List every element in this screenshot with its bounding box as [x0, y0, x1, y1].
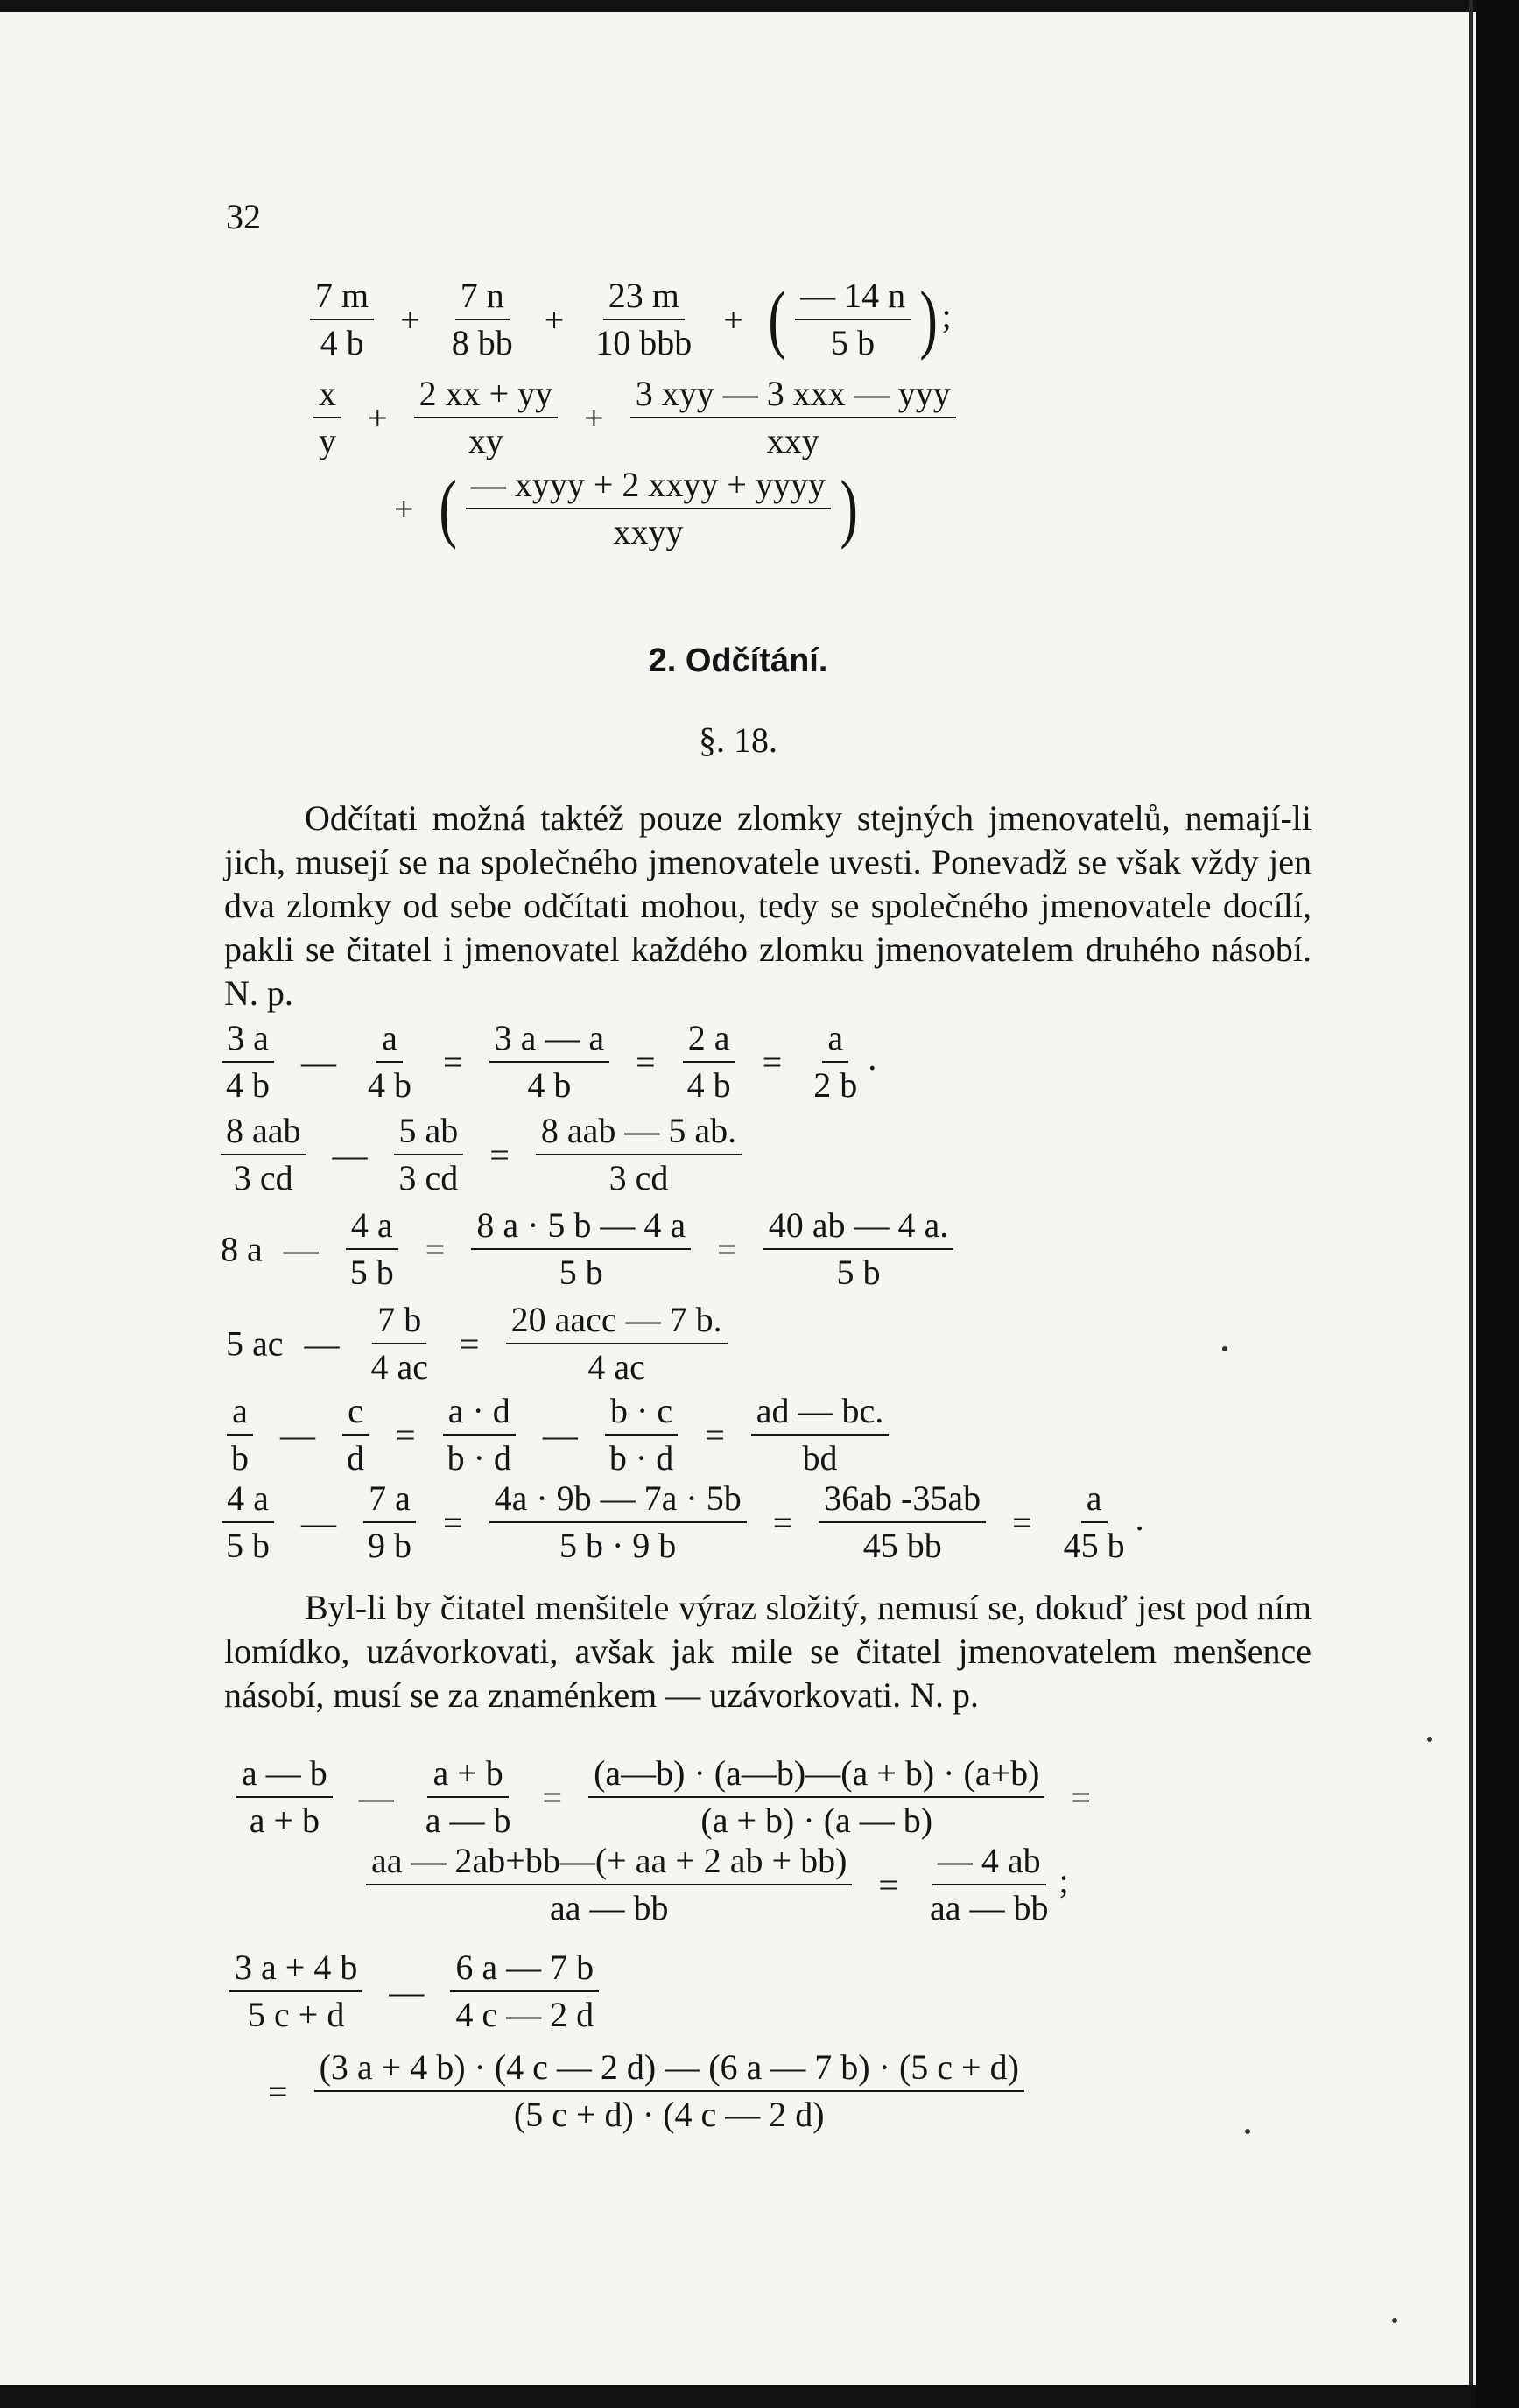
- fraction: $\frac{40 ab — 4 a.}{5 b}$: [763, 1206, 954, 1292]
- scan-speck: [1245, 2129, 1250, 2134]
- fraction: $\frac{— 4 ab}{aa — bb}$: [929, 1841, 1049, 1927]
- close-paren: ): [919, 277, 939, 362]
- fraction: $\frac{5 ab}{3 cd}$: [394, 1112, 464, 1197]
- minus-sign: —: [280, 1415, 315, 1455]
- fraction: $\frac{b \cdot c}{b \cdot d}$: [604, 1392, 679, 1478]
- equals-sign: =: [717, 1229, 737, 1269]
- fraction: $\frac{— 14 n}{5 b}$: [795, 277, 911, 362]
- paragraph-intro: [224, 797, 1312, 1015]
- fraction: 3 xyy — 3 xxx — yyy xxy: [630, 375, 956, 460]
- plus-sign: +: [723, 299, 743, 340]
- scan-speck: [1392, 2318, 1397, 2323]
- equals-sign: =: [636, 1042, 656, 1082]
- example-compound-2: [361, 1842, 1069, 1927]
- example-subtraction-4: [226, 1301, 733, 1387]
- fraction: $\frac{3 a — a}{4 b}$: [489, 1019, 610, 1105]
- example-row-3: [382, 466, 861, 551]
- equals-sign: =: [460, 1323, 480, 1364]
- semicolon: ;: [941, 296, 952, 336]
- fraction: $\frac{4 a}{5 b}$: [345, 1206, 399, 1292]
- fraction: $\frac{(3 a + 4 b) \cdot (4 c — 2 d) — (6 a — 7 b) \cdot (5 c + d)}{(5 c + d) \cdot (4 c — 2 d)}$: [314, 2048, 1024, 2134]
- example-row-2: [308, 375, 961, 460]
- fraction: $\frac{x}{y}$: [313, 375, 341, 460]
- minus-sign: —: [301, 1042, 336, 1082]
- fraction: $\frac{8 a \cdot 5 b — 4 a}{5 b}$: [471, 1206, 691, 1292]
- example-subtraction-1: [215, 1019, 876, 1105]
- fraction: $\frac{3 a + 4 b}{5 c + d}$: [229, 1948, 362, 2034]
- fraction: 8 aab 3 cd: [221, 1112, 306, 1197]
- fraction: $\frac{a + b}{a — b}$: [425, 1753, 511, 1840]
- close-paren: ): [840, 466, 858, 551]
- fraction: 20 aacc — 7 b. 4 ac: [506, 1301, 728, 1387]
- example-compound-4: [256, 2048, 1030, 2134]
- example-row-1: [305, 277, 952, 362]
- fraction: $\frac{a}{45 b}$: [1063, 1478, 1125, 1565]
- period: .: [868, 1038, 877, 1078]
- fraction: $\frac{ad — bc.}{bd}$: [751, 1392, 890, 1478]
- fraction: $\frac{7 a}{9 b}$: [362, 1479, 417, 1565]
- equals-sign: =: [489, 1134, 510, 1175]
- open-paren: (: [768, 277, 786, 362]
- example-subtraction-6: [215, 1479, 1144, 1565]
- equals-sign: =: [762, 1042, 783, 1082]
- fraction: $\frac{3 a}{4 b}$: [221, 1019, 275, 1105]
- plus-sign: +: [544, 299, 565, 340]
- fraction: $\frac{a — b}{a + b}$: [236, 1754, 333, 1840]
- semicolon: ;: [1058, 1861, 1069, 1901]
- plus-sign: +: [394, 488, 414, 529]
- section-heading: 2. Odčítání.: [648, 642, 828, 679]
- fraction: $\frac{7 n}{8 bb}$: [451, 276, 513, 362]
- paragraph-mark: §. 18.: [699, 720, 777, 760]
- fraction: $\frac{7 b}{4 ac}$: [370, 1300, 429, 1387]
- lead-term: 5 ac: [226, 1323, 284, 1364]
- equals-sign: =: [443, 1042, 463, 1082]
- fraction: $\frac{4a \cdot 9b — 7a \cdot 5b}{5 b \cdot 9 b}$: [489, 1479, 747, 1565]
- minus-sign: —: [332, 1134, 368, 1175]
- example-subtraction-2: [215, 1112, 747, 1197]
- scan-speck: [1427, 1737, 1432, 1742]
- fraction: $\frac{c}{d}$: [341, 1392, 369, 1478]
- period: .: [1135, 1499, 1144, 1539]
- fraction: $\frac{2 a}{4 b}$: [682, 1019, 736, 1105]
- fraction: $\frac{a}{2 b}$: [813, 1018, 858, 1105]
- fraction: $\frac{a}{4 b}$: [368, 1018, 411, 1105]
- equals-sign: =: [443, 1502, 463, 1542]
- equals-sign: =: [772, 1502, 793, 1542]
- example-compound-1: [231, 1754, 1103, 1840]
- plus-sign: +: [368, 397, 388, 438]
- plus-sign: +: [584, 397, 604, 438]
- lead-term: 8 a: [221, 1229, 263, 1269]
- fraction: $\frac{(a—b) \cdot (a—b)—(a + b) \cdot (a+b)}{(a + b) \cdot (a — b)}$: [588, 1754, 1044, 1840]
- equals-sign: =: [705, 1415, 725, 1455]
- fraction: $\frac{36ab -35ab}{45 bb}$: [819, 1479, 986, 1565]
- fraction: — xyyy + 2 xxyy + yyyy xxyy: [466, 466, 831, 551]
- minus-sign: —: [301, 1502, 336, 1542]
- paragraph-text: Odčítati možná taktéž pouze zlomky stejných jmenovatelů, nemají-li jich, musejí se na společného jmenovatele uvesti. Ponevadž se však vždy jen dva zlomky od sebe odčítati mohou, tedy se společného jmenovatele docílí, pakli se čitatel i jmenovatel každého zlomku jmenovatelem druhého násobí. N. p.: [224, 798, 1312, 1013]
- equals-sign: =: [1071, 1777, 1091, 1817]
- binding-shadow: [1469, 0, 1473, 2408]
- fraction: $\frac{2 xx + yy}{xy}$: [414, 375, 559, 460]
- fraction: $\frac{4 a}{5 b}$: [221, 1479, 275, 1565]
- plus-sign: +: [400, 299, 420, 340]
- equals-sign: =: [425, 1229, 446, 1269]
- fraction: $\frac{7 m}{4 b}$: [310, 277, 374, 362]
- equals-sign: =: [1012, 1502, 1032, 1542]
- fraction: $\frac{a}{b}$: [226, 1392, 254, 1478]
- paragraph-text: Byl-li by čitatel menšitele výraz složitý, nemusí se, dokuď jest pod ním lomídko, uzávorkovati, avšak jak mile se čitatel jmenovatelem menšence násobí, musí se za znaménkem — uzávorkovati. N. p.: [224, 1588, 1312, 1715]
- minus-sign: —: [542, 1415, 578, 1455]
- page-number: 32: [226, 197, 261, 236]
- fraction: $\frac{6 a — 7 b}{4 c — 2 d}$: [450, 1948, 599, 2034]
- scan-top-edge: [0, 0, 1476, 12]
- equals-sign: =: [396, 1415, 416, 1455]
- fraction: $\frac{a \cdot d}{b \cdot d}$: [442, 1392, 517, 1478]
- example-subtraction-3: [221, 1206, 959, 1292]
- book-binding: [1476, 0, 1519, 2408]
- equals-sign: =: [878, 1864, 898, 1905]
- equals-sign: =: [542, 1777, 563, 1817]
- minus-sign: —: [283, 1229, 319, 1269]
- example-compound-3: [224, 1948, 604, 2034]
- open-paren: (: [438, 466, 457, 551]
- minus-sign: —: [358, 1777, 394, 1817]
- minus-sign: —: [304, 1323, 340, 1364]
- minus-sign: —: [389, 1971, 425, 2011]
- scan-bottom-edge: [0, 2385, 1476, 2408]
- fraction: 23 m 10 bbb: [595, 276, 693, 362]
- equals-sign: =: [268, 2071, 288, 2111]
- example-subtraction-5: [221, 1392, 894, 1478]
- scan-speck: [1222, 1346, 1227, 1351]
- fraction: 8 aab — 5 ab. 3 cd: [536, 1112, 742, 1197]
- paragraph-compound-numerator: [224, 1586, 1312, 1717]
- fraction: $\frac{aa — 2ab+bb—(+ aa + 2 ab + bb)}{aa — bb}$: [366, 1842, 852, 1927]
